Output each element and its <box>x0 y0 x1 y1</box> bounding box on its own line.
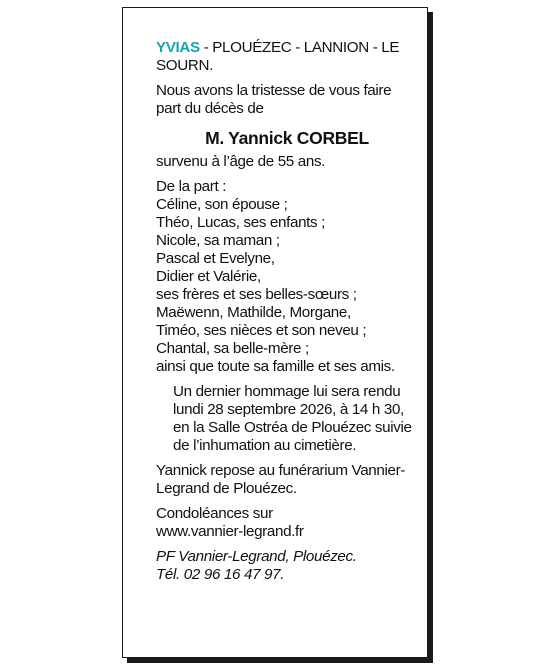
funeral-home-phone: Tél. 02 96 16 47 97. <box>156 566 285 583</box>
family-line: ses frères et ses belles-sœurs ; <box>156 286 357 303</box>
family-line: ainsi que toute sa famille et ses amis. <box>156 358 395 375</box>
deceased-name: M. Yannick CORBEL <box>205 128 369 148</box>
notice-header <box>156 39 418 75</box>
family-line: Chantal, sa belle-mère ; <box>156 340 309 357</box>
family-list <box>156 178 418 376</box>
intro-text: Nous avons la tristesse de vous faire part du décès de <box>156 82 392 117</box>
funeral-home-name: PF Vannier-Legrand, Plouézec. <box>156 548 357 565</box>
rest-place: Yannick repose au funérarium Vannier-Legrand de Plouézec. <box>156 462 406 497</box>
condolences-label: Condoléances sur <box>156 505 273 522</box>
family-line: Maëwenn, Mathilde, Morgane, <box>156 304 351 321</box>
family-line: Timéo, ses nièces et son neveu ; <box>156 322 367 339</box>
family-line: Didier et Valérie, <box>156 268 261 285</box>
family-line: Céline, son épouse ; <box>156 196 288 213</box>
funeral-home-block <box>156 548 418 584</box>
condolences-block <box>156 505 418 541</box>
ceremony-details: Un dernier hommage lui sera rendu lundi 28 septembre 2026, à 14 h 30, en la Salle Ostréa de Plouézec suivie de l’inhumation au cimetière. <box>173 383 412 454</box>
family-line: Nicole, sa maman ; <box>156 232 280 249</box>
age-line: survenu à l’âge de 55 ans. <box>156 153 326 170</box>
town-list: - PLOUÉZEC - LANNION - LE SOURN. <box>156 39 400 74</box>
notice-content <box>156 39 418 584</box>
town-highlight: YVIAS <box>156 39 200 56</box>
condolences-url: www.vannier-legrand.fr <box>156 523 304 540</box>
family-line: Théo, Lucas, ses enfants ; <box>156 214 326 231</box>
family-line: De la part : <box>156 178 227 195</box>
death-notice-box <box>122 7 428 658</box>
family-line: Pascal et Evelyne, <box>156 250 275 267</box>
